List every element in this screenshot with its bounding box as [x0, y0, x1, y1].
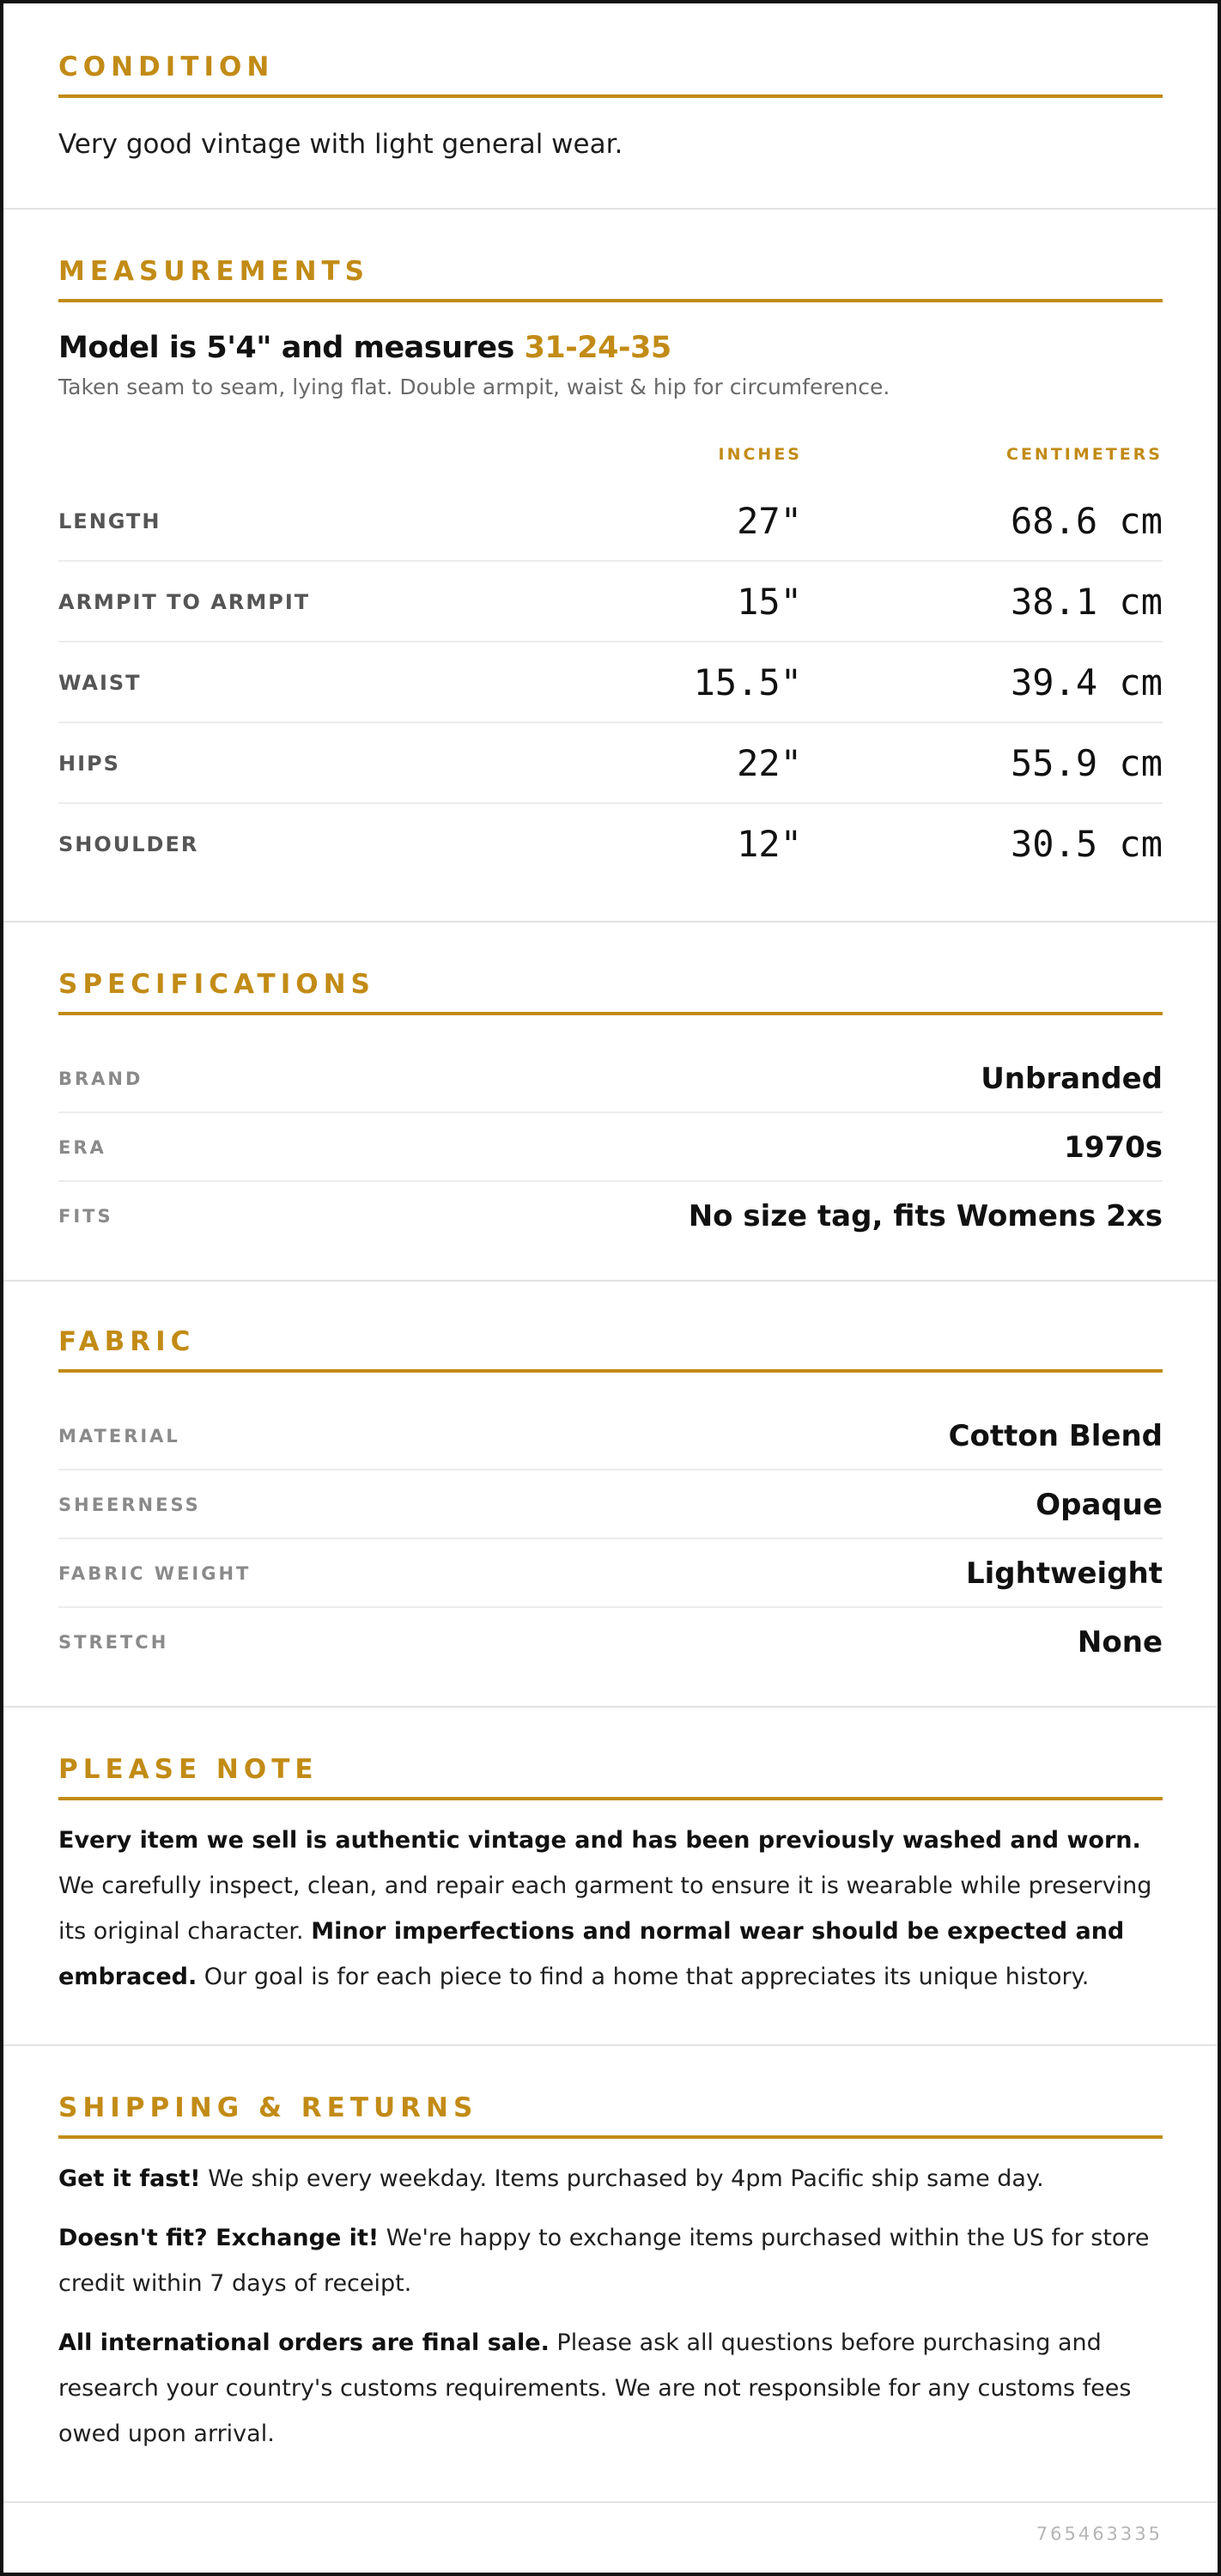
- measurement-label: WAIST: [58, 671, 142, 695]
- spec-row: [58, 1113, 1163, 1182]
- spec-row: [58, 1044, 1163, 1113]
- measurement-label: HIPS: [58, 752, 120, 776]
- fabric-value: Cotton Blend: [948, 1419, 1163, 1453]
- model-measures: 31-24-35: [524, 331, 671, 365]
- shipping-bold-1: Get it fast!: [58, 2165, 201, 2192]
- measurement-row: [58, 804, 1163, 885]
- measurement-row: [58, 562, 1163, 642]
- measurement-label: ARMPIT TO ARMPIT: [58, 590, 311, 614]
- section-divider: [3, 2044, 1218, 2046]
- note-bold-2: Minor imperfections and normal wear should be expected and embraced.: [58, 1918, 1125, 1990]
- measurement-label: SHOULDER: [58, 832, 199, 856]
- note-bold-1: Every item we sell is authentic vintage and has been previously washed and worn.: [58, 1827, 1141, 1854]
- measurement-note: Taken seam to seam, lying flat. Double armpit, waist & hip for circumference.: [58, 375, 890, 399]
- measurement-row: [58, 481, 1163, 562]
- specifications-rule: [58, 1012, 1163, 1015]
- fabric-value: None: [1077, 1625, 1163, 1659]
- spec-value: Unbranded: [981, 1062, 1163, 1096]
- measurement-inches: 12": [737, 823, 802, 865]
- shipping-text-3: Please ask all questions before purchasing and research your country's customs requirements. We are not responsible for any customs fees owed upon arrival.: [58, 2329, 1132, 2447]
- fabric-label: MATERIAL: [58, 1426, 180, 1446]
- shipping-title: SHIPPING & RETURNS: [58, 2092, 478, 2123]
- measurements-title: MEASUREMENTS: [58, 256, 370, 287]
- spec-row: [58, 1182, 1163, 1251]
- spec-label: ERA: [58, 1137, 106, 1158]
- measurement-header: [58, 445, 1163, 471]
- spec-label: BRAND: [58, 1069, 143, 1089]
- shipping-bold-2: Doesn't fit? Exchange it!: [58, 2225, 380, 2251]
- section-divider: [3, 2501, 1218, 2503]
- please-note-title: PLEASE NOTE: [58, 1754, 319, 1785]
- product-id: 765463335: [1036, 2524, 1163, 2544]
- measurement-row: [58, 642, 1163, 723]
- spec-value: 1970s: [1064, 1130, 1163, 1165]
- measurement-cm: 30.5 cm: [1010, 823, 1163, 865]
- please-note-text: [58, 1818, 1163, 2000]
- col-centimeters: CENTIMETERS: [1006, 445, 1163, 464]
- fabric-row: [58, 1608, 1163, 1677]
- shipping-rule: [58, 2135, 1163, 2139]
- shipping-paragraph-3: [58, 2320, 1163, 2457]
- fabric-label: SHEERNESS: [58, 1495, 201, 1515]
- measurement-cm: 55.9 cm: [1010, 742, 1163, 784]
- col-inches: INCHES: [718, 445, 802, 464]
- spec-label: FITS: [58, 1206, 113, 1227]
- fabric-row: [58, 1471, 1163, 1539]
- fabric-label: FABRIC WEIGHT: [58, 1563, 252, 1584]
- condition-rule: [58, 94, 1163, 98]
- measurement-inches: 27": [737, 500, 802, 542]
- note-text-1: We carefully inspect, clean, and repair each garment to ensure it is wearable while preserving its original character.: [58, 1873, 1152, 1945]
- model-info: [58, 328, 1163, 368]
- measurement-inches: 22": [737, 742, 802, 784]
- fabric-value: Lightweight: [965, 1556, 1163, 1591]
- note-text-2: Our goal is for each piece to find a home that appreciates its unique history.: [197, 1964, 1090, 1990]
- measurement-cm: 38.1 cm: [1010, 581, 1163, 623]
- measurement-inches: 15.5": [693, 661, 802, 703]
- shipping-bold-3: All international orders are final sale.: [58, 2329, 550, 2356]
- fabric-rule: [58, 1369, 1163, 1373]
- shipping-paragraph-1: [58, 2156, 1163, 2201]
- please-note-rule: [58, 1797, 1163, 1800]
- measurement-cm: 68.6 cm: [1010, 500, 1163, 542]
- fabric-value: Opaque: [1036, 1488, 1163, 1522]
- fabric-row: [58, 1539, 1163, 1608]
- measurement-row: [58, 723, 1163, 804]
- measurement-inches: 15": [737, 581, 802, 623]
- specifications-title: SPECIFICATIONS: [58, 969, 375, 1000]
- shipping-paragraph-2: [58, 2215, 1163, 2306]
- measurements-rule: [58, 299, 1163, 302]
- shipping-text-1: We ship every weekday. Items purchased by 4pm Pacific ship same day.: [200, 2165, 1044, 2192]
- fabric-label: STRETCH: [58, 1632, 169, 1653]
- condition-title: CONDITION: [58, 52, 275, 82]
- shipping-text-2: We're happy to exchange items purchased within the US for store credit within 7 days of receipt.: [58, 2225, 1150, 2297]
- section-divider: [3, 208, 1218, 210]
- section-divider: [3, 921, 1218, 923]
- section-divider: [3, 1280, 1218, 1282]
- model-prefix: Model is 5'4" and measures: [58, 331, 525, 365]
- spec-value: No size tag, fits Womens 2xs: [688, 1199, 1163, 1233]
- fabric-row: [58, 1402, 1163, 1471]
- condition-text: Very good vintage with light general wear.: [58, 129, 623, 160]
- measurement-cm: 39.4 cm: [1010, 661, 1163, 703]
- fabric-title: FABRIC: [58, 1326, 196, 1357]
- section-divider: [3, 1706, 1218, 1708]
- measurement-label: LENGTH: [58, 509, 161, 533]
